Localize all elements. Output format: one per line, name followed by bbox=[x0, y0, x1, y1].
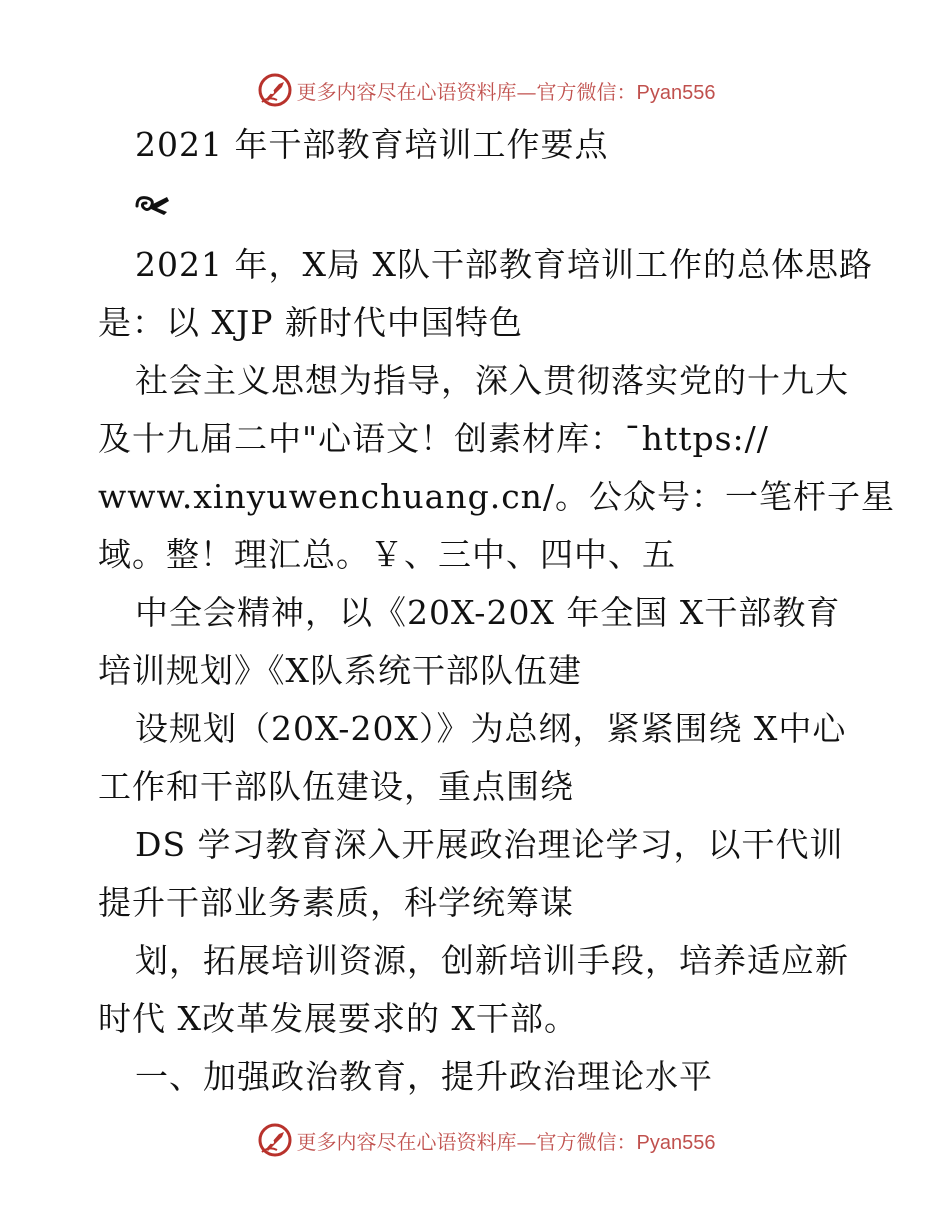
header-banner-content bbox=[257, 72, 716, 108]
paragraph-line: 时代 X改革发展要求的 X干部。 bbox=[98, 999, 578, 1038]
paragraph-line: 培训规划》《X队系统干部队伍建 bbox=[98, 651, 582, 690]
banner-brand: 更多内容尽在心语资料库 bbox=[296, 79, 517, 104]
curl-ornament-icon bbox=[133, 188, 173, 218]
banner-separator: — bbox=[516, 1129, 537, 1154]
paragraph-line: 工作和干部队伍建设，重点围绕 bbox=[98, 767, 574, 806]
paragraph-line: 域。整！理汇总。￥、三中、四中、五 bbox=[98, 535, 676, 574]
paragraph-line: 及十九届二中"心语文！创素材库：¯https:// bbox=[98, 419, 769, 458]
banner-wechat-id: Pyan556 bbox=[636, 81, 716, 104]
banner-text bbox=[297, 1126, 716, 1155]
paragraph-line: 中全会精神，以《20X-20X 年全国 X干部教育 bbox=[135, 593, 841, 632]
paragraph-line: 2021 年，X局 X队干部教育培训工作的总体思路 bbox=[135, 245, 873, 284]
paragraph-line: 是：以 XJP 新时代中国特色 bbox=[98, 303, 523, 342]
paragraph-line: 社会主义思想为指导，深入贯彻落实党的十九大 bbox=[135, 361, 849, 400]
banner-text bbox=[297, 76, 716, 105]
pen-nib-logo-icon bbox=[257, 72, 293, 108]
banner-label: 官方微信： bbox=[536, 1129, 637, 1154]
header-banner bbox=[0, 70, 950, 110]
pen-nib-logo-icon bbox=[257, 1122, 293, 1158]
paragraph-line: DS 学习教育深入开展政治理论学习，以干代训 bbox=[135, 825, 844, 864]
footer-banner bbox=[0, 1120, 950, 1160]
paragraph-line: 设规划（20X-20X）》为总纲，紧紧围绕 X中心 bbox=[135, 709, 847, 748]
document-title: 2021 年干部教育培训工作要点 bbox=[135, 125, 609, 164]
banner-wechat-id: Pyan556 bbox=[636, 1131, 716, 1154]
banner-separator: — bbox=[516, 79, 537, 104]
paragraph-line: 提升干部业务素质，科学统筹谋 bbox=[98, 883, 574, 922]
footer-banner-content bbox=[257, 1122, 716, 1158]
paragraph-line: 划，拓展培训资源，创新培训手段，培养适应新 bbox=[135, 941, 849, 980]
banner-brand: 更多内容尽在心语资料库 bbox=[296, 1129, 517, 1154]
banner-label: 官方微信： bbox=[536, 79, 637, 104]
section-heading: 一、加强政治教育，提升政治理论水平 bbox=[135, 1057, 713, 1096]
paragraph-line: www.xinyuwenchuang.cn/。公众号：一笔杆子星 bbox=[98, 477, 896, 516]
